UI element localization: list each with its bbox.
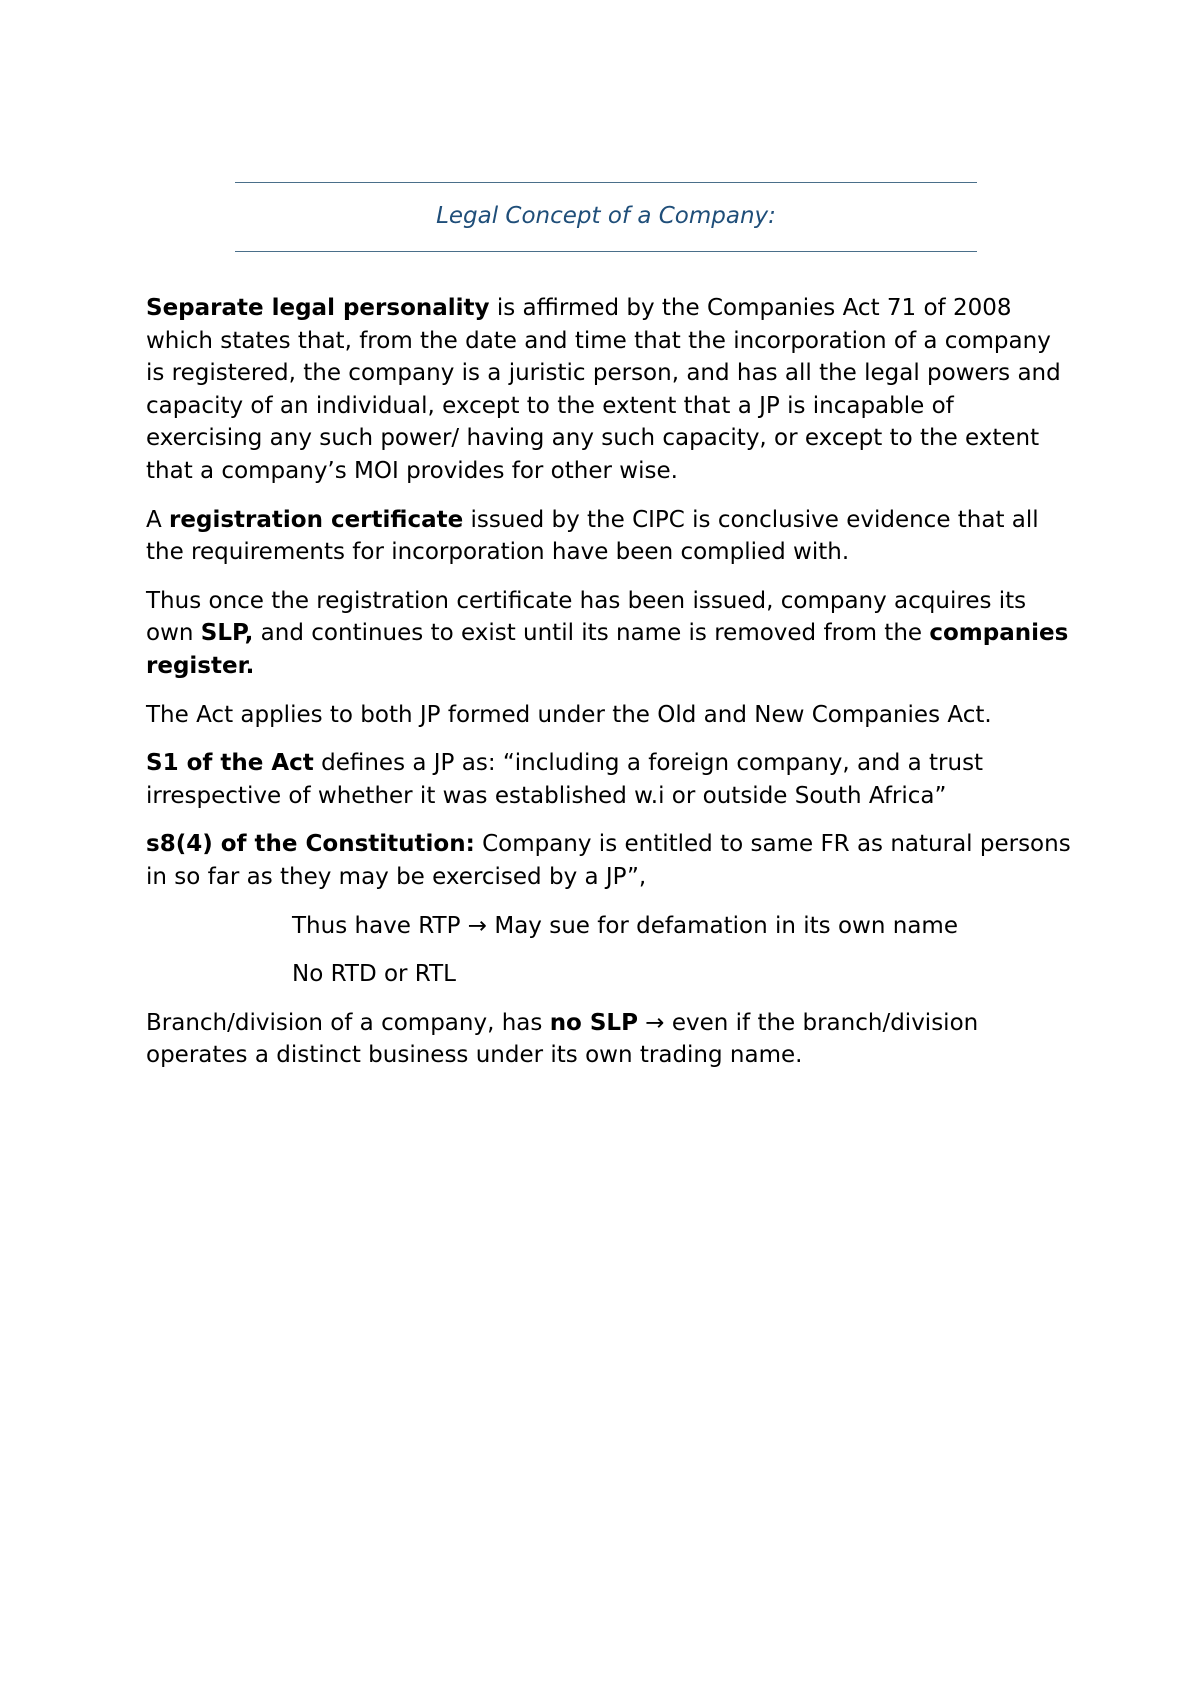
document-body <box>146 292 1076 1088</box>
title-block <box>235 182 977 252</box>
bold-term: no SLP <box>549 1009 638 1036</box>
bold-term: registration certificate <box>169 506 464 533</box>
paragraph-s1-definition <box>146 747 1076 812</box>
bold-term: s8(4) of the Constitution: <box>146 831 475 858</box>
paragraph-act-applies <box>146 699 1076 732</box>
paragraph-text: The Act applies to both JP formed under the Old and New Companies Act. <box>146 701 992 728</box>
paragraph-text: Company is entitled to same FR as natural persons in so far as they may be exercised by a JP”, <box>146 831 1071 890</box>
paragraph-text: Branch/division of a company, has <box>146 1009 550 1036</box>
paragraph-s8-constitution <box>146 828 1076 893</box>
paragraph-branch-division <box>146 1007 1076 1072</box>
document-title: Legal Concept of a Company: <box>436 203 776 229</box>
paragraph-registration-certificate <box>146 504 1076 569</box>
paragraph-slp-acquired <box>146 585 1076 683</box>
paragraph-text: defines a JP as: “including a foreign company, and a trust irrespective of whether it was established w.i or outside South Africa” <box>146 750 984 809</box>
paragraph-text: A <box>146 506 170 533</box>
paragraph-text: issued by the CIPC is conclusive evidence that all the requirements for incorporation have been complied with. <box>146 506 1039 566</box>
paragraph-no-rtd <box>292 958 1076 991</box>
paragraph-text: and continues to exist until its name is removed from the <box>253 620 930 647</box>
paragraph-separate-legal-personality <box>146 292 1076 488</box>
paragraph-text: → even if the branch/division operates a distinct business under its own trading name. <box>146 1009 979 1069</box>
bold-term: companies register. <box>146 620 1069 679</box>
paragraph-text: is affirmed by the Companies Act 71 of 2008 which states that, from the date and time that the incorporation of a company is registered, the company is a juristic person, and has all the legal powers and capacity of an individual, except to the extent that a JP is incapable of exercising any such power/ having any such capacity, or except to the extent that a company’s MOI provides for other wise. <box>146 295 1061 484</box>
paragraph-text: Thus once the registration certificate has been issued, company acquires its own <box>146 587 1027 647</box>
bold-term: Separate legal personality <box>146 295 490 321</box>
paragraph-text: No RTD or RTL <box>292 961 456 988</box>
bold-term: S1 of the Act <box>146 750 314 777</box>
paragraph-rtp <box>292 910 1076 943</box>
paragraph-text: Thus have RTP → May sue for defamation in its own name <box>292 912 958 939</box>
bold-term: SLP, <box>200 620 254 647</box>
